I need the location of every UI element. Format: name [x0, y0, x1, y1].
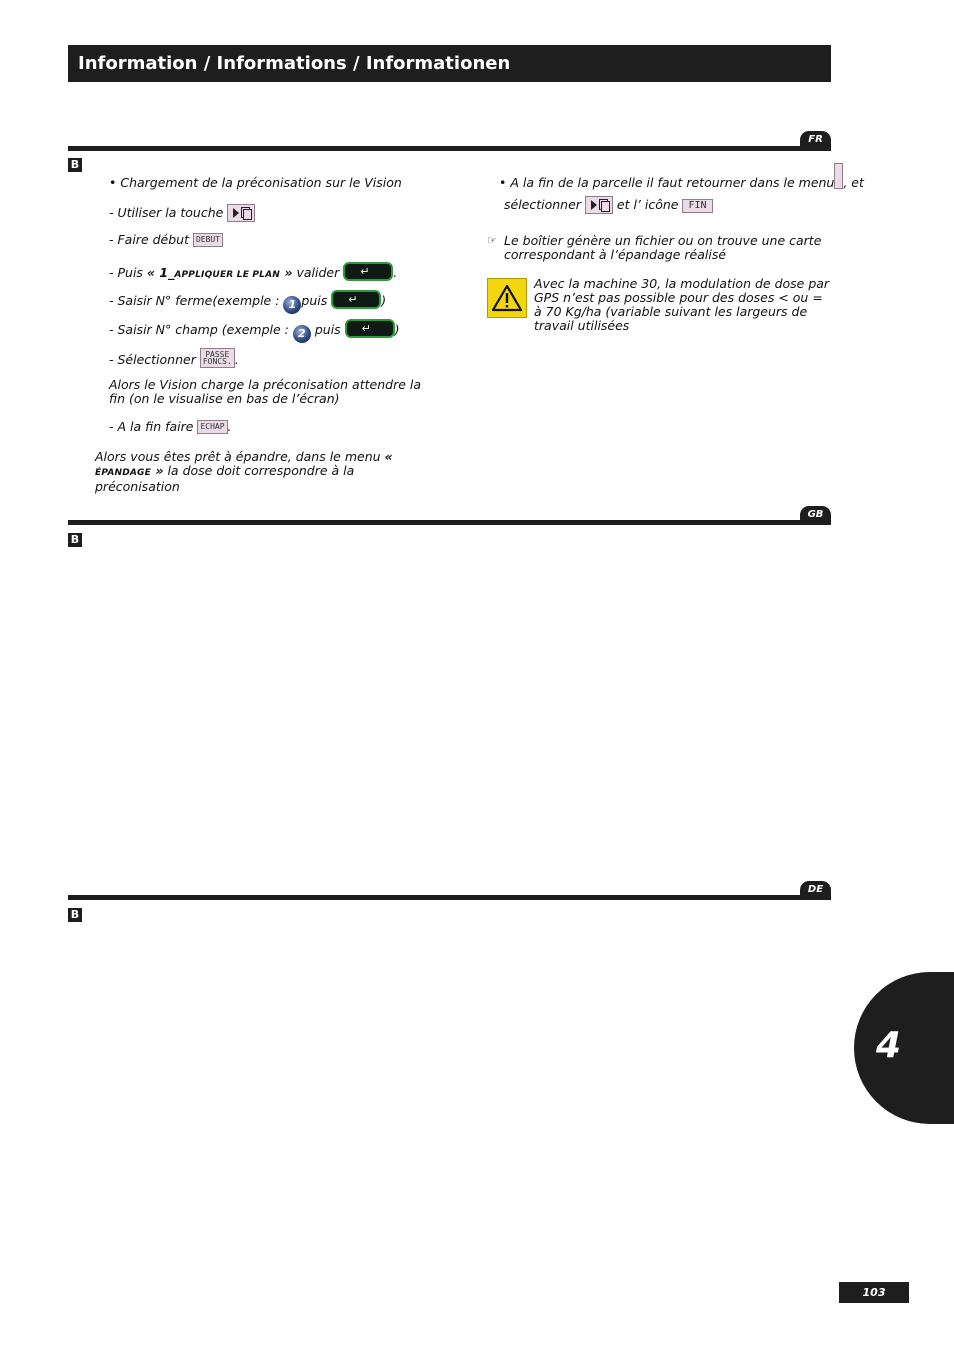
warning-icon: [487, 278, 527, 318]
fr-end-field-and: , et: [843, 175, 864, 190]
enter-button-icon: [343, 262, 393, 281]
fr-step-field-close: ): [394, 322, 400, 337]
page-forward-icon: [585, 196, 613, 214]
fr-ready-rest: la dose doit correspondre à la préconisation: [95, 463, 355, 494]
fr-step-field-number: [109, 319, 400, 343]
fr-ready-close: »: [151, 463, 164, 478]
chapter-number: 4: [876, 1025, 902, 1066]
fr-ready-menu: ÉPANDAGE: [95, 468, 151, 478]
fr-step-farm-close: ): [381, 293, 387, 308]
passe-key-line2: FONCS.: [202, 357, 232, 366]
section-marker-gb: B: [68, 533, 82, 547]
fr-select-fin-text: sélectionner: [504, 197, 581, 212]
enter-arrow-icon: ↵: [348, 293, 358, 306]
page-number: 103: [839, 1282, 909, 1303]
enter-button-icon: [331, 290, 381, 309]
section-rule-gb: [68, 520, 831, 525]
fr-ready-note: [95, 450, 441, 494]
fr-step-apply-text: - Puis: [109, 265, 147, 280]
pointing-hand-icon: ☞: [487, 234, 497, 247]
page-forward-icon: [227, 204, 255, 222]
enter-arrow-icon: ↵: [361, 322, 371, 335]
fr-step-select-fin: [504, 196, 713, 214]
section-rule-de: [68, 895, 831, 900]
number-one-key-icon: 1: [283, 296, 301, 314]
fr-loading-note: Alors le Vision charge la préconisation attendre la fin (on le visualise en bas de l’écran): [109, 377, 421, 406]
fr-step-start-text: - Faire début: [109, 232, 189, 247]
fr-step-apply-menu: APPLIQUER LE PLAN: [174, 270, 281, 280]
fr-end-field-text: • A la fin de la parcelle il faut retourner dans le menu: [499, 175, 835, 190]
debut-key: DEBUT: [193, 233, 223, 247]
fr-step-finish: [109, 420, 232, 434]
fr-warning-text: Avec la machine 30, la modulation de dose par GPS n’est pas possible pour des doses < ou = à 70 Kg/ha (variable suivant les largeurs de travail utilisées: [534, 276, 830, 333]
menu-column-icon: [834, 163, 843, 189]
fr-step-select-text: - Sélectionner: [109, 352, 196, 367]
number-two-key-icon: 2: [293, 325, 311, 343]
fr-step-apply-num: « 1_: [146, 265, 175, 280]
section-marker-fr: B: [68, 158, 82, 172]
fr-ready-open: «: [384, 449, 393, 464]
fin-key: FIN: [682, 199, 712, 213]
fr-step-select-dot: .: [234, 352, 239, 367]
enter-button-icon: [345, 319, 395, 338]
fr-step-field-then: puis: [310, 322, 341, 337]
fr-step-farm-then: puis: [301, 293, 328, 308]
fr-step-apply-plan: [109, 262, 397, 282]
fr-step-farm-number: [109, 290, 386, 314]
chapter-tab: [854, 972, 954, 1124]
fr-step-finish-dot: .: [227, 419, 232, 434]
fr-step-apply-close: »: [280, 265, 293, 280]
lang-tab-gb: GB: [800, 506, 831, 523]
fr-step-finish-text: - A la fin faire: [109, 419, 194, 434]
fr-step-select: [109, 348, 239, 368]
fr-step-apply-validate: valider: [292, 265, 340, 280]
fr-step-start: [109, 233, 223, 247]
fr-step-apply-dot: .: [393, 265, 398, 280]
fr-step-load: • Chargement de la préconisation sur le Vision: [109, 175, 402, 190]
lang-tab-de: DE: [800, 881, 831, 898]
passe-key-line1: PASSE: [205, 350, 230, 359]
enter-arrow-icon: ↵: [360, 265, 370, 278]
fr-ready-text: Alors vous êtes prêt à épandre, dans le menu: [95, 449, 385, 464]
lang-tab-fr: FR: [800, 131, 831, 148]
section-rule-fr: [68, 146, 831, 151]
fr-file-note: Le boîtier génère un fichier ou on trouve une carte correspondant à l’épandage réalisé: [504, 233, 822, 262]
fr-select-fin-icon-text: et l’ icône: [612, 197, 679, 212]
fr-step-end-field: [499, 176, 864, 190]
page-title: Information / Informations / Informationen: [68, 45, 831, 82]
fr-step-field-text: - Saisir N° champ (exemple :: [109, 322, 293, 337]
echap-key: ECHAP: [197, 420, 227, 434]
fr-step-use-key: [109, 204, 255, 222]
section-marker-de: B: [68, 908, 82, 922]
passe-foncs-key: [200, 348, 235, 368]
fr-step-farm-text: - Saisir N° ferme(exemple :: [109, 293, 284, 308]
fr-step-use-key-text: - Utiliser la touche: [109, 205, 224, 220]
